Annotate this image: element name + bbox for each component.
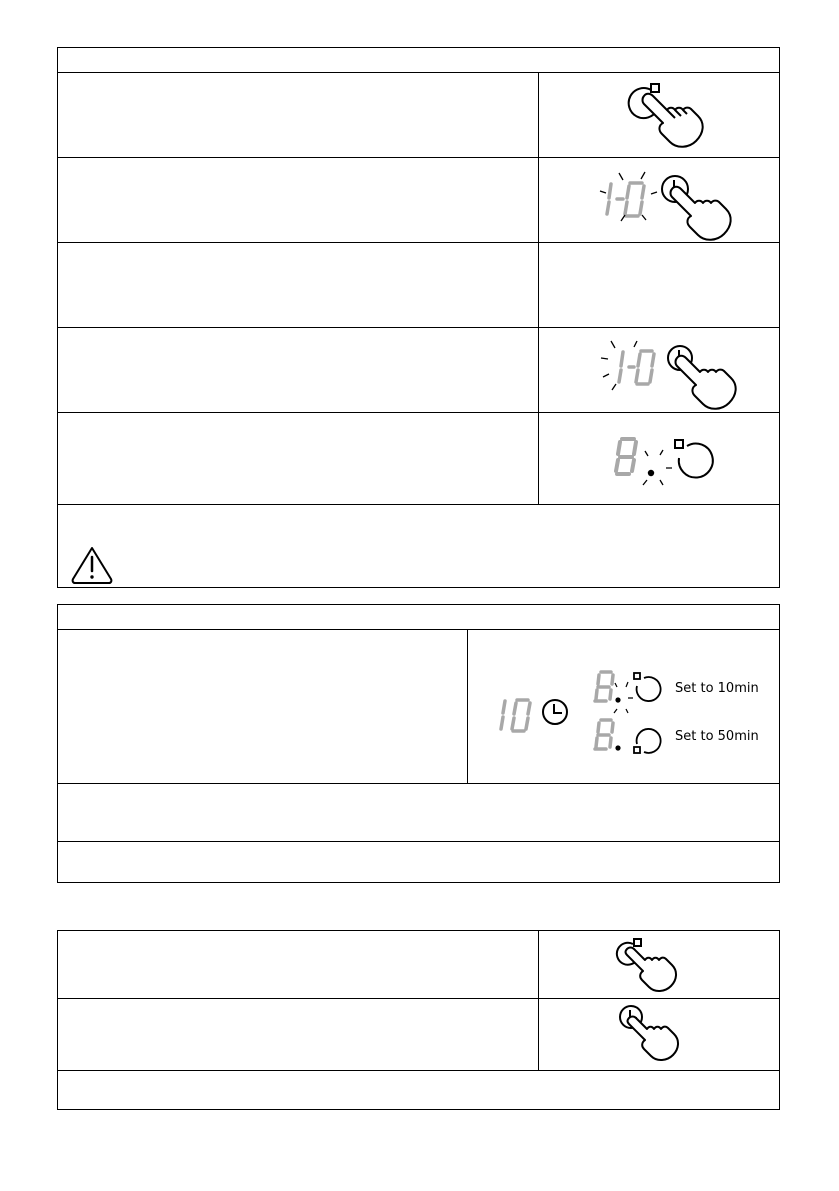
table-2-row-3 [58, 783, 779, 841]
pointing-hand-icon [626, 948, 677, 992]
table-2-row-4 [58, 841, 779, 884]
table-1-header-row [58, 48, 779, 72]
table-2-header-row [58, 605, 779, 629]
lcd-digit-8-bottom [595, 720, 613, 749]
lcd-digit-8 [616, 439, 636, 474]
table-3-step-2-text [58, 999, 540, 1070]
table-1-step-2 [58, 157, 779, 242]
blink-rays [643, 450, 672, 485]
step-4-image [538, 328, 779, 412]
instruction-table-2 [57, 604, 780, 883]
table-1-step-1 [58, 72, 779, 157]
pointing-hand-icon [628, 1017, 679, 1061]
step-2-image [538, 158, 779, 242]
table-2-main-text [58, 630, 469, 783]
press-power-illustration [539, 931, 780, 998]
step-5-text [58, 413, 540, 504]
step-5-image [538, 413, 779, 504]
table-1-step-5 [58, 412, 779, 504]
press-power-illustration [539, 73, 780, 158]
step-1-image [538, 73, 779, 157]
decimal-dot [648, 470, 654, 476]
step-1-text [58, 73, 540, 157]
step-3-text [58, 243, 540, 327]
set-timer-illustration [539, 158, 780, 243]
step-4-text [58, 328, 540, 412]
blink-rays [614, 682, 633, 713]
table-3-step-2 [58, 998, 779, 1070]
legend-set-10min: Set to 10min [675, 681, 759, 696]
instruction-table-3 [57, 930, 780, 1110]
pointing-hand-icon [676, 356, 736, 409]
pointing-hand-icon [671, 187, 731, 240]
table-3-note-row [58, 1070, 779, 1111]
decimal-dot [615, 745, 620, 750]
lcd-digit-8-top [595, 672, 613, 701]
decimal-dot [615, 697, 620, 702]
lcd-digits-1-0 [619, 351, 654, 384]
table-1-step-4 [58, 327, 779, 412]
power-button-icon [675, 440, 713, 478]
warning-triangle-icon [58, 505, 118, 590]
power-button-icon [634, 729, 661, 753]
table-3-step-1-text [58, 931, 540, 998]
clock-timer-icon [543, 700, 567, 724]
table-1-step-3 [58, 242, 779, 327]
step-3-image [538, 243, 779, 327]
press-timer-illustration [539, 999, 780, 1071]
table-2-main-image [467, 630, 779, 783]
instruction-table-1 [57, 47, 780, 588]
table-3-step-1 [58, 931, 779, 998]
lcd-digits-10 [501, 700, 530, 731]
table-3-step-1-image [538, 931, 779, 998]
confirm-timer-illustration [539, 328, 780, 413]
pointing-hand-icon [643, 94, 703, 147]
table-2-main-row [58, 629, 779, 783]
power-button-icon [634, 673, 661, 701]
lcd-digits-1-0 [607, 183, 644, 216]
legend-set-50min: Set to 50min [675, 729, 759, 744]
step-2-text [58, 158, 540, 242]
table-1-note-row [58, 504, 779, 589]
standby-illustration [539, 413, 780, 505]
timer-mode-illustration [468, 630, 780, 784]
table-3-step-2-image [538, 999, 779, 1070]
